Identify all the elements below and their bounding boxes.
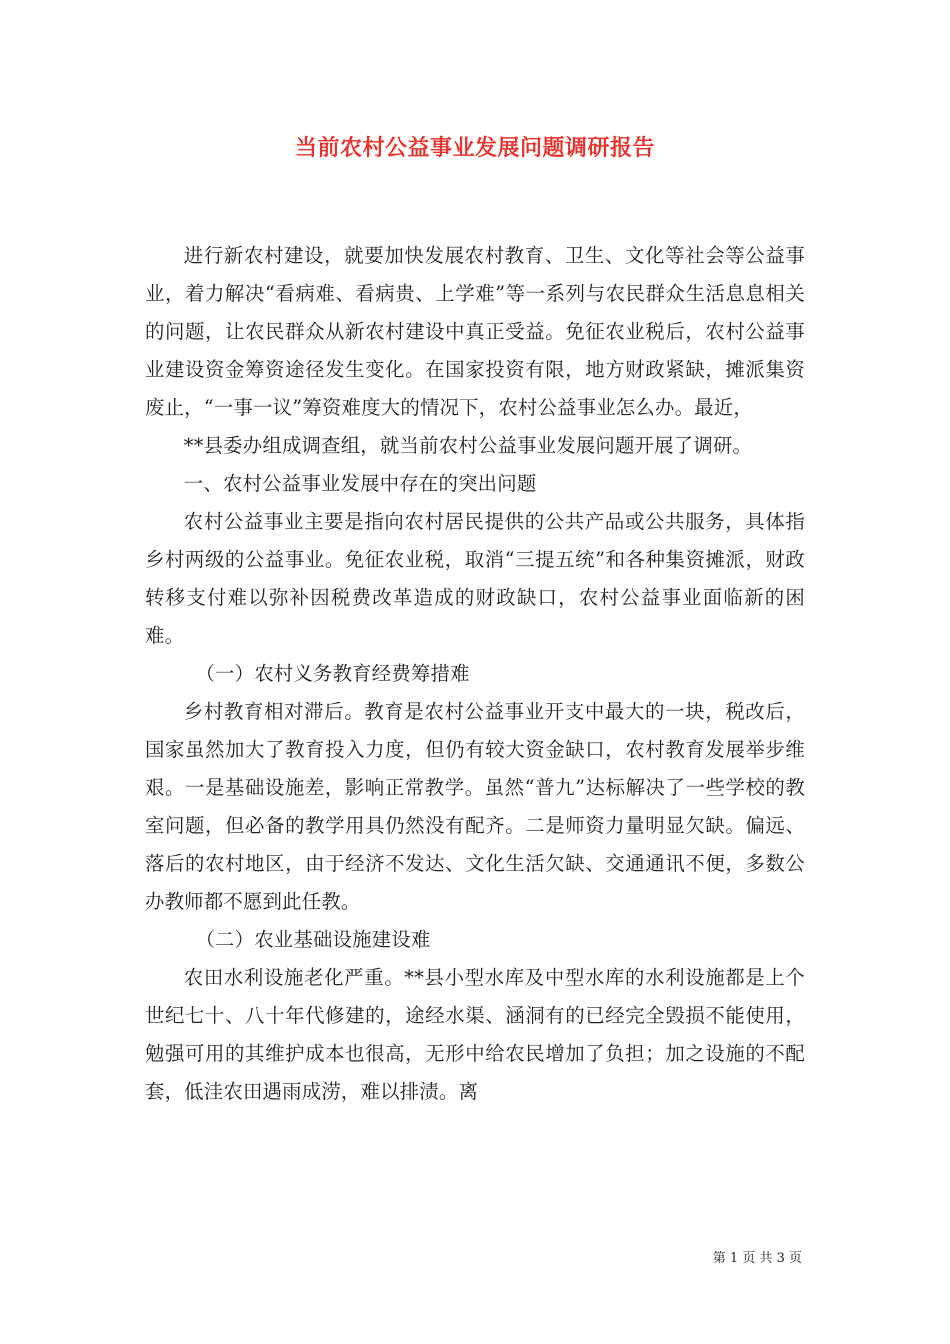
page-number: 第 1 页 共 3 页 — [712, 1251, 802, 1266]
paragraph-education: 乡村教育相对滞后。教育是农村公益事业开支中最大的一块，税改后，国家虽然加大了教育投入力度，但仍有较大资金缺口，农村教育发展举步维艰。一是基础设施差，影响正常教学。虽然“普九”达标解决了一些学校的教室问题，但必备的教学用具仍然没有配齐。二是师资力量明显欠缺。偏远、落后的农村地区，由于经济不发达、文化生活欠缺、交通通讯不便，多数公办教师都不愿到此任教。 — [145, 700, 805, 913]
subsection-heading-2: （二）农业基础设施建设难 — [195, 928, 431, 951]
paragraph-infrastructure: 农田水利设施老化严重。**县小型水库及中型水库的水利设施都是上个世纪七十、八十年代修建的，途经水渠、涵洞有的已经完全毁损不能使用，勉强可用的其维护成本也很高，无形中给农民增加了负担；加之设施的不配套，低洼农田遇雨成涝，难以排渍。离 — [145, 966, 805, 1103]
paragraph-investigation: **县委办组成调查组，就当前农村公益事业发展问题开展了调研。 — [183, 434, 753, 457]
paragraph-definition: 农村公益事业主要是指向农村居民提供的公共产品或公共服务，具体指乡村两级的公益事业。免征农业税，取消“三提五统”和各种集资摊派，财政转移支付难以弥补因税费改革造成的财政缺口，农村公益事业面临新的困难。 — [145, 510, 805, 647]
document-title: 当前农村公益事业发展问题调研报告 — [294, 135, 655, 161]
paragraph-intro: 进行新农村建设，就要加快发展农村教育、卫生、文化等社会等公益事业，着力解决“看病难、看病贵、上学难”等一系列与农民群众生活息息相关的问题，让农民群众从新农村建设中真正受益。免征农业税后，农村公益事业建设资金筹资途径发生变化。在国家投资有限，地方财政紧缺，摊派集资废止，“一事一议”筹资难度大的情况下，农村公益事业怎么办。最近， — [145, 244, 805, 419]
section-heading-1: 一、农村公益事业发展中存在的突出问题 — [183, 472, 537, 495]
document-body — [145, 237, 805, 1111]
subsection-heading-1: （一）农村义务教育经费筹措难 — [195, 662, 470, 685]
